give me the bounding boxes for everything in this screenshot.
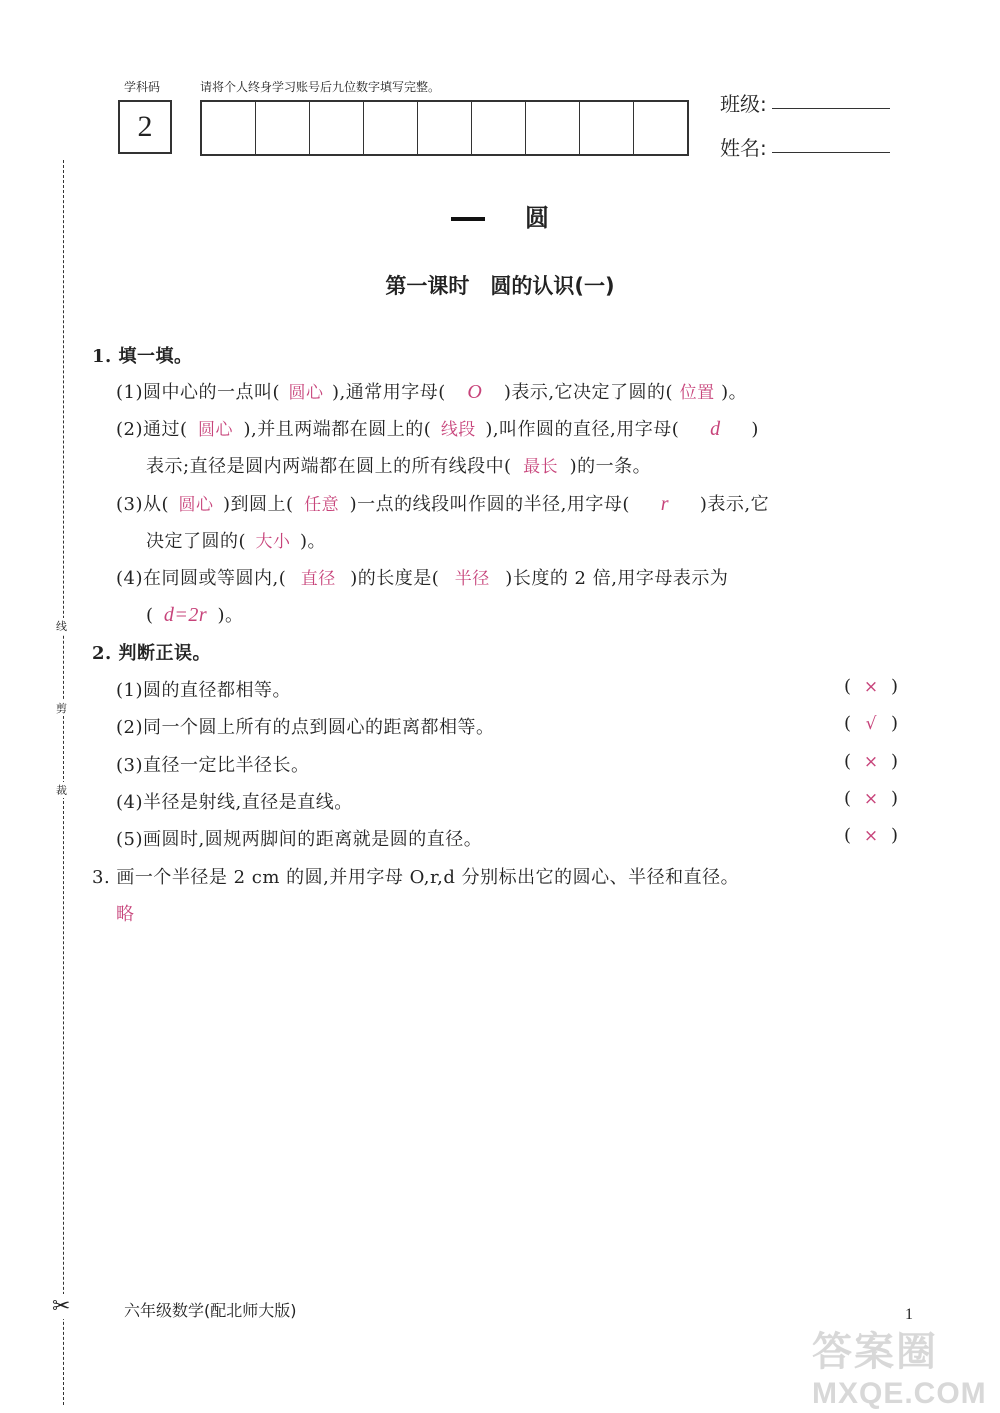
check-mark: √ xyxy=(865,714,877,734)
answer-blank: O xyxy=(467,381,483,403)
id-digit-box[interactable] xyxy=(310,102,364,154)
class-field[interactable] xyxy=(772,108,890,109)
cross-mark: × xyxy=(863,789,879,809)
cross-mark: × xyxy=(863,752,879,772)
cut-label-trim: 裁 xyxy=(56,784,67,797)
watermark-logo-text: 答案圈 xyxy=(812,1330,938,1374)
q1-line-4: (3)从( 圆心 )到圆上( 任意 )一点的线段叫作圆的半径,用字母( r )表示,它 xyxy=(116,490,769,516)
q1-line-7: ( d=2r )。 xyxy=(146,604,244,626)
unit-number-dash xyxy=(451,217,485,221)
id-digit-box[interactable] xyxy=(634,102,687,154)
id-number-boxes[interactable] xyxy=(200,100,689,156)
subject-code-label: 学科码 xyxy=(124,80,161,94)
q1-line-3: 表示;直径是圆内两端都在圆上的所有线段中( 最长 )的一条。 xyxy=(146,452,651,478)
name-label: 姓名: xyxy=(720,136,767,160)
q2-item-text: (5)画圆时,圆规两脚间的距离就是圆的直径。 xyxy=(116,829,483,850)
q2-item-text: (4)半径是射线,直径是直线。 xyxy=(116,792,353,813)
q1-line-6: (4)在同圆或等圆内,( 直径 )的长度是( 半径 )长度的 2 倍,用字母表示为 xyxy=(116,564,728,590)
answer-blank: 半径 xyxy=(454,569,490,589)
q2-item-text: (3)直径一定比半径长。 xyxy=(116,755,310,776)
answer-blank: 最长 xyxy=(523,457,559,477)
q2-item-judgement: ( × ) xyxy=(844,676,899,697)
lesson-title: 第一课时 圆的认识(一) xyxy=(385,274,615,298)
answer-blank: 圆心 xyxy=(198,420,234,440)
answer-blank: 任意 xyxy=(304,495,340,515)
q1-line-5: 决定了圆的( 大小 )。 xyxy=(146,527,326,553)
id-digit-box[interactable] xyxy=(472,102,526,154)
answer-blank: 位置 xyxy=(679,383,715,403)
id-digit-box[interactable] xyxy=(580,102,634,154)
q1-heading: 1. 填一填。 xyxy=(92,346,193,367)
cut-label-cut: 剪 xyxy=(56,702,67,715)
cross-mark: × xyxy=(863,826,879,846)
answer-blank: d=2r xyxy=(163,604,208,626)
class-label: 班级: xyxy=(720,92,767,116)
answer-blank: 圆心 xyxy=(178,495,214,515)
scissors-icon: ✂ xyxy=(52,1294,71,1319)
q1-line-2: (2)通过( 圆心 ),并且两端都在圆上的( 线段 ),叫作圆的直径,用字母( d ) xyxy=(116,415,759,441)
answer-blank: 大小 xyxy=(255,532,291,552)
q2-item-judgement: ( √ ) xyxy=(844,713,899,734)
id-instruction: 请将个人终身学习账号后九位数字填写完整。 xyxy=(200,80,441,94)
cut-label-line: 线 xyxy=(56,620,67,633)
cross-mark: × xyxy=(863,677,879,697)
q2-item-judgement: ( × ) xyxy=(844,751,899,772)
answer-blank: 线段 xyxy=(440,420,476,440)
id-digit-box[interactable] xyxy=(364,102,418,154)
unit-title-text: 圆 xyxy=(525,204,549,232)
q2-heading: 2. 判断正误。 xyxy=(92,643,212,664)
answer-blank: 直径 xyxy=(300,569,336,589)
q2-item-text: (1)圆的直径都相等。 xyxy=(116,680,291,701)
watermark-url: MXQE.COM xyxy=(812,1377,987,1410)
q2-item-judgement: ( × ) xyxy=(844,825,899,846)
watermark xyxy=(812,1320,987,1411)
subject-code-box: 2 xyxy=(118,100,172,154)
q2-item-text: (2)同一个圆上所有的点到圆心的距离都相等。 xyxy=(116,717,495,738)
name-field[interactable] xyxy=(772,152,890,153)
id-digit-box[interactable] xyxy=(202,102,256,154)
page-number: 1 xyxy=(905,1306,913,1323)
unit-title xyxy=(0,198,1000,233)
id-digit-box[interactable] xyxy=(418,102,472,154)
q1-line-1: (1)圆中心的一点叫( 圆心 ),通常用字母( O )表示,它决定了圆的( 位置 )。 xyxy=(116,378,747,404)
answer-blank: 圆心 xyxy=(288,383,324,403)
answer-blank: r xyxy=(660,493,669,515)
q2-item-judgement: ( × ) xyxy=(844,788,899,809)
footer-book-title: 六年级数学(配北师大版) xyxy=(124,1301,297,1320)
q3-heading: 3. 画一个半径是 2 cm 的圆,并用字母 O,r,d 分别标出它的圆心、半径和直径。 xyxy=(92,867,740,888)
q3-answer: 略 xyxy=(116,904,134,925)
id-digit-box[interactable] xyxy=(256,102,310,154)
answer-blank: d xyxy=(710,418,721,440)
id-digit-box[interactable] xyxy=(526,102,580,154)
